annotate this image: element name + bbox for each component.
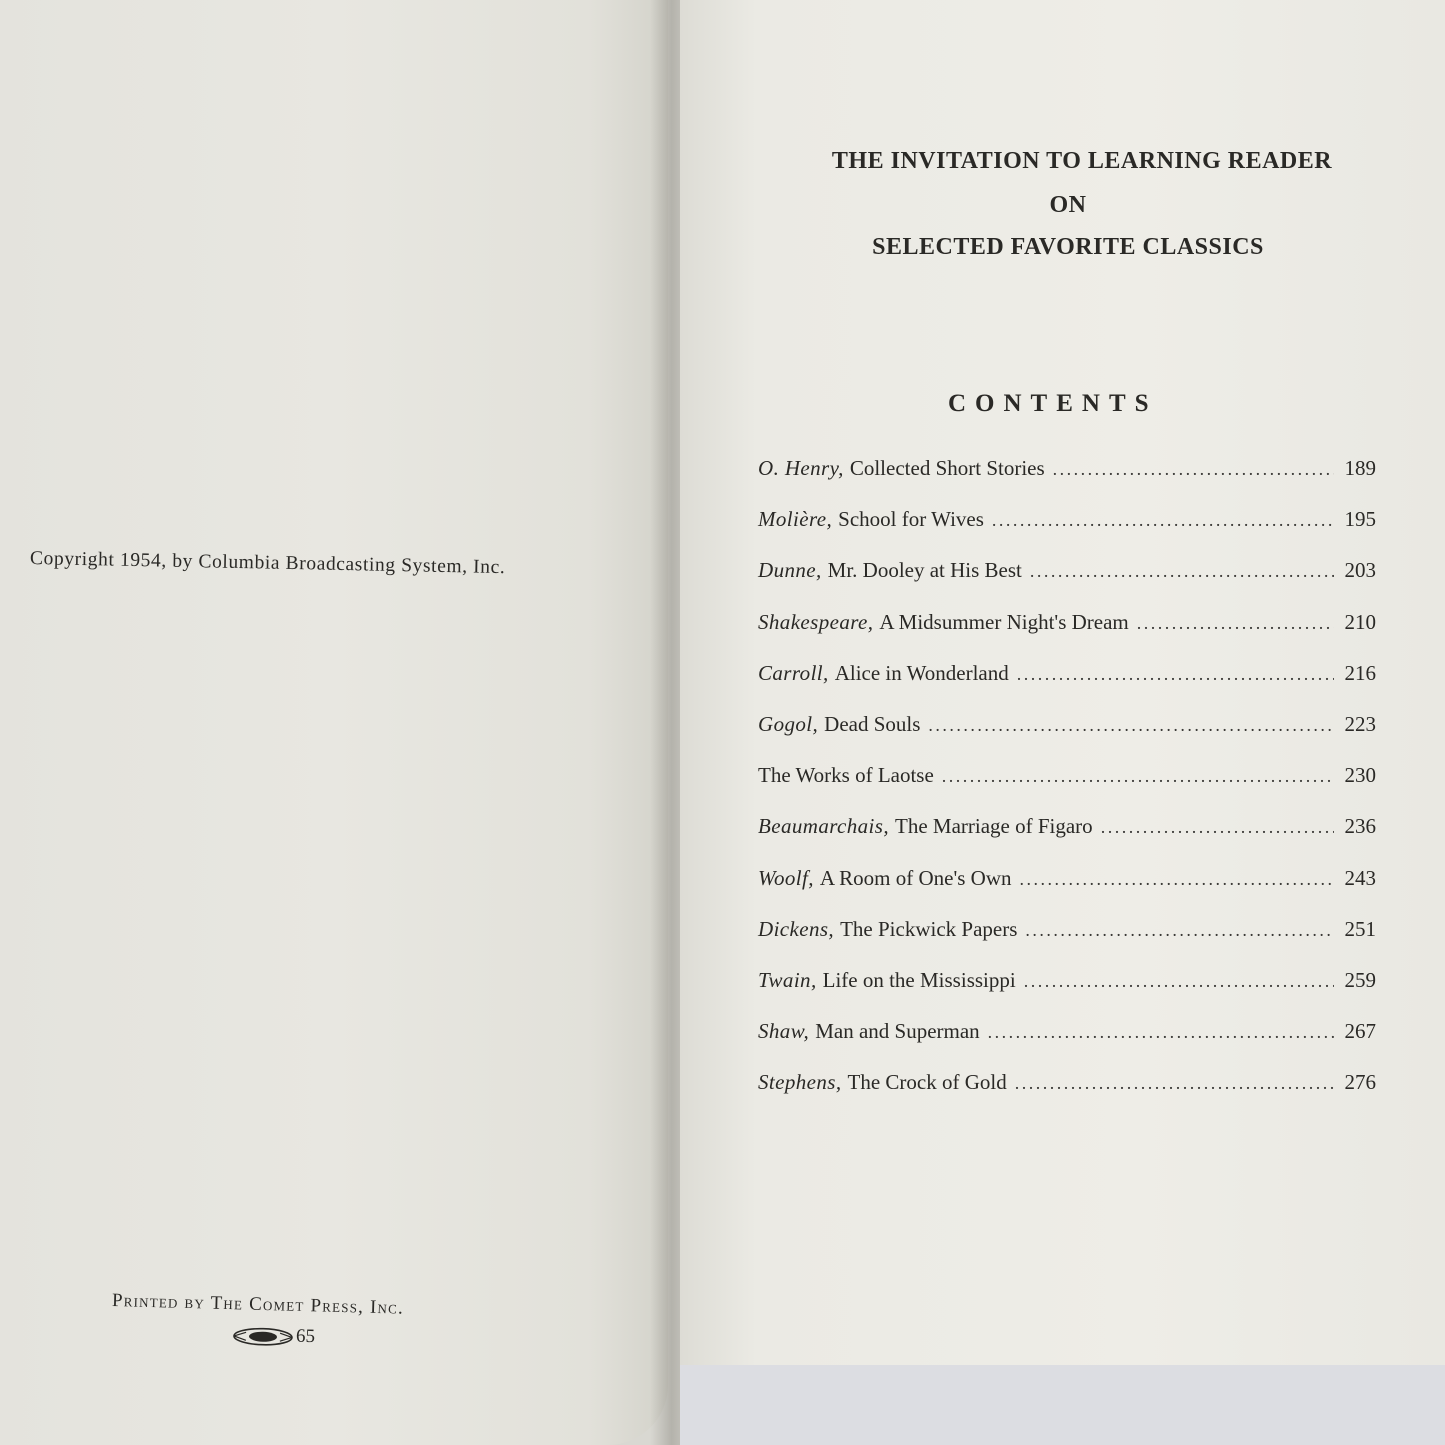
toc-dot-leader xyxy=(1017,664,1334,685)
toc-page-number: 230 xyxy=(1344,763,1376,788)
toc-title: Life on the Mississippi xyxy=(822,967,1016,992)
printer-credit: Printed by The Comet Press, Inc. xyxy=(111,1290,405,1319)
toc-entry xyxy=(758,866,1376,917)
toc-entry xyxy=(758,917,1376,968)
toc-author: Shakespeare, xyxy=(758,609,874,634)
toc-entry xyxy=(758,1070,1376,1121)
toc-dot-leader xyxy=(1030,561,1334,582)
toc-entry xyxy=(758,456,1376,507)
toc-author: Woolf, xyxy=(758,865,814,890)
toc-title: Collected Short Stories xyxy=(849,456,1045,480)
toc-dot-leader xyxy=(1025,920,1334,941)
toc-page-number: 243 xyxy=(1344,865,1376,890)
toc-author: Stephens, xyxy=(758,1070,842,1095)
toc-entry xyxy=(758,507,1376,558)
toc-entry xyxy=(758,610,1376,661)
toc-entry xyxy=(758,558,1376,609)
toc-page-number: 210 xyxy=(1344,609,1376,634)
toc-title: The Works of Laotse xyxy=(758,763,934,788)
toc-page-number: 267 xyxy=(1344,1019,1376,1044)
toc-page-number: 223 xyxy=(1344,711,1376,736)
toc-dot-leader xyxy=(928,715,1334,736)
toc-page-number: 189 xyxy=(1344,456,1376,480)
toc-page-number: 259 xyxy=(1344,967,1376,992)
toc-title: The Crock of Gold xyxy=(847,1070,1007,1095)
toc-title: A Midsummer Night's Dream xyxy=(879,609,1129,634)
toc-entry xyxy=(758,763,1376,814)
toc-author: Shaw, xyxy=(758,1019,810,1044)
toc-author: Twain, xyxy=(758,967,817,992)
toc-dot-leader xyxy=(942,766,1334,787)
toc-dot-leader xyxy=(1053,459,1334,480)
toc-author: O. Henry, xyxy=(758,456,844,480)
toc-entry xyxy=(758,712,1376,763)
toc-title: Alice in Wonderland xyxy=(834,660,1009,685)
toc-entry xyxy=(758,968,1376,1019)
book-title-line-1: THE INVITATION TO LEARNING READER xyxy=(831,148,1333,174)
toc-entry xyxy=(758,1019,1376,1070)
toc-title: Man and Superman xyxy=(815,1019,980,1044)
toc-title: Dead Souls xyxy=(824,711,921,736)
toc-author: Dickens, xyxy=(758,916,835,941)
table-of-contents xyxy=(758,456,1376,1121)
book-title-line-3: SELECTED FAVORITE CLASSICS xyxy=(872,234,1264,260)
toc-dot-leader xyxy=(988,1022,1334,1043)
toc-page-number: 251 xyxy=(1344,916,1376,941)
toc-dot-leader xyxy=(992,510,1334,531)
toc-title: Mr. Dooley at His Best xyxy=(827,558,1022,583)
toc-dot-leader xyxy=(1020,869,1334,890)
toc-dot-leader xyxy=(1024,971,1334,992)
toc-page-number: 276 xyxy=(1344,1070,1376,1095)
toc-author: Molière, xyxy=(758,507,833,532)
contents-heading: CONTENTS xyxy=(948,390,1158,417)
union-label xyxy=(232,1324,316,1348)
toc-dot-leader xyxy=(1101,817,1334,838)
toc-title: The Marriage of Figaro xyxy=(895,814,1093,839)
toc-page-number: 216 xyxy=(1344,660,1376,685)
background-surface xyxy=(680,1365,1445,1445)
union-bug-icon xyxy=(232,1326,295,1348)
copyright-notice: Copyright 1954, by Columbia Broadcasting System, Inc. xyxy=(29,548,506,579)
left-page xyxy=(0,0,668,1445)
toc-dot-leader xyxy=(1015,1073,1334,1094)
toc-author: Beaumarchais, xyxy=(758,814,889,839)
toc-page-number: 203 xyxy=(1344,558,1376,583)
toc-dot-leader xyxy=(1137,613,1334,634)
toc-page-number: 236 xyxy=(1344,814,1376,839)
toc-page-number: 195 xyxy=(1344,507,1376,532)
toc-entry xyxy=(758,814,1376,865)
toc-title: School for Wives xyxy=(838,507,984,532)
toc-entry xyxy=(758,661,1376,712)
toc-author: Gogol, xyxy=(758,711,819,736)
toc-title: The Pickwick Papers xyxy=(840,916,1018,941)
toc-title: A Room of One's Own xyxy=(819,865,1012,890)
toc-author: Dunne, xyxy=(758,558,822,583)
union-number: 65 xyxy=(295,1325,316,1348)
book-title-line-2: ON xyxy=(1049,192,1087,218)
toc-author: Carroll, xyxy=(758,660,829,685)
